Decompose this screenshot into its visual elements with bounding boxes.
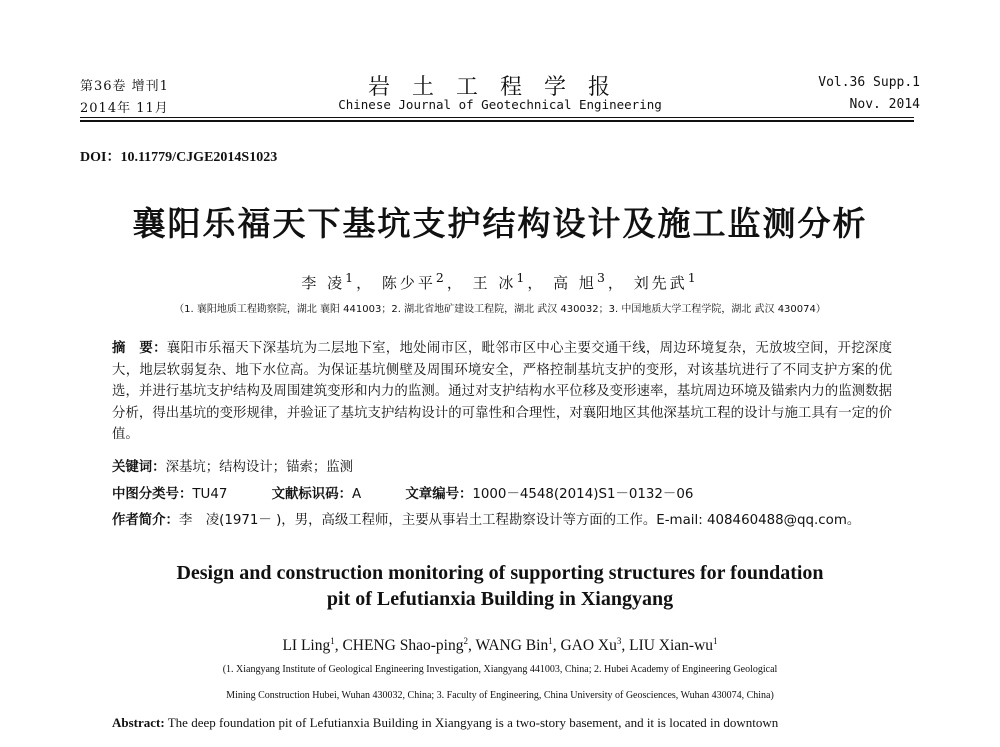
affil-mark: 2: [463, 636, 468, 646]
author-en: LIU Xian-wu: [629, 637, 714, 655]
author-cn: 李 凌: [301, 274, 346, 292]
article-no-label: 文章编号：: [405, 487, 473, 502]
paper-title-cn: 襄阳乐福天下基坑支护结构设计及施工监测分析: [132, 204, 868, 243]
separator: ，: [356, 274, 375, 292]
author-intro: [112, 509, 892, 528]
affil-mark: 2: [435, 270, 447, 285]
author-intro-text: 李 凌(1971－ )，男，高级工程师，主要从事岩土工程勘察设计等方面的工作。E-mail: 408460488@qq.com。: [178, 513, 861, 528]
affil-mark: 1: [330, 636, 335, 646]
separator: ,: [334, 637, 343, 655]
affil-mark: 1: [687, 270, 699, 285]
author-cn: 刘先武: [633, 274, 688, 292]
author-en: WANG Bin: [475, 637, 549, 655]
journal-title-cn: 岩土工程学报: [367, 75, 632, 100]
paper-title-en-line: pit of Lefutianxia Building in Xiangyang: [326, 588, 674, 610]
clc-value: TU47: [192, 487, 228, 502]
authors-cn: [0, 270, 1000, 293]
affil-mark: 3: [596, 270, 608, 285]
volume-en: Vol.36 Supp.1: [818, 75, 920, 90]
abstract-cn-text: 襄阳市乐福天下深基坑为二层地下室，地处闹市区，毗邻市区中心主要交通干线，周边环境复杂，无放坡空间，开挖深度大，地层软弱复杂、地下水位高。为保证基坑侧壁及周围环境安全，严格控制基坑支护的变形，对该基坑进行了不同支护方案的优选，并进行基坑支护结构及周围建筑变形和内力的监测。通过对支护结构水平位移及变形速率，基坑周边环境及锚索内力的监测数据分析，得出基坑的变形规律，并验证了基坑支护结构设计的可靠性和合理性，对襄阳地区其他深基坑工程的设计与施工具有一定的价值。: [112, 341, 893, 442]
separator: ，: [607, 274, 626, 292]
keywords-cn: [112, 456, 892, 475]
abstract-en: [112, 715, 902, 731]
classification-line: [112, 483, 892, 502]
journal-title-en: Chinese Journal of Geotechnical Engineering: [338, 97, 662, 112]
keywords-cn-label: 关键词：: [112, 460, 166, 475]
affil-mark: 1: [516, 270, 528, 285]
abstract-en-text: The deep foundation pit of Lefutianxia Building in Xiangyang is a two-story basement, and it is located in downtown: [164, 715, 779, 730]
keywords-cn-text: 深基坑；结构设计；锚索；监测: [165, 460, 354, 475]
doc-code-value: A: [351, 487, 362, 502]
abstract-cn-label: 摘 要：: [112, 341, 167, 356]
affiliation-en-line-2: Mining Construction Hubei, Wuhan 430032, China; 3. Faculty of Engineering, China University of Geosciences, Wuhan 430074, China): [226, 690, 774, 701]
author-en: CHENG Shao-ping: [342, 637, 464, 655]
header-rule-top: [80, 117, 914, 118]
author-cn: 高 旭: [553, 274, 597, 292]
header-rule-bottom: [80, 120, 914, 122]
separator: ，: [446, 274, 465, 292]
author-cn: 王 冰: [472, 274, 517, 292]
affiliation-cn: （1. 襄阳地质工程勘察院，湖北 襄阳 441003；2. 湖北省地矿建设工程院，湖北 武汉 430032；3. 中国地质大学工程学院，湖北 武汉 430074）: [174, 304, 826, 315]
abstract-en-label: Abstract:: [112, 715, 165, 730]
clc-label: 中图分类号：: [112, 487, 193, 502]
paper-title-en: [0, 560, 1000, 612]
authors-en: [0, 636, 1000, 655]
affil-mark: 1: [713, 636, 718, 646]
article-no-value: 1000－4548(2014)S1－0132－06: [472, 487, 694, 502]
separator: ,: [621, 637, 630, 655]
affil-mark: 1: [345, 270, 357, 285]
doc-code-label: 文献标识码：: [271, 487, 352, 502]
author-en: LI Ling: [282, 637, 331, 655]
author-cn: 陈少平: [381, 274, 436, 292]
doi: DOI：10.11779/CJGE2014S1023: [80, 150, 278, 165]
separator: ,: [552, 637, 561, 655]
date-cn: 2014年 11月: [80, 101, 169, 116]
separator: ，: [527, 274, 546, 292]
affiliation-en-line-1: (1. Xiangyang Institute of Geological Engineering Investigation, Xiangyang 441003, China; 2. Hubei Academy of Engineering Geological: [222, 664, 778, 675]
date-en: Nov. 2014: [849, 97, 920, 112]
separator: ,: [467, 637, 476, 655]
affil-mark: 3: [616, 636, 622, 646]
abstract-cn: [112, 338, 892, 446]
author-intro-label: 作者简介：: [112, 513, 179, 528]
volume-cn: 第36卷 增刊1: [80, 79, 169, 94]
affil-mark: 1: [548, 636, 553, 646]
paper-title-en-line: Design and construction monitoring of supporting structures for foundation: [176, 562, 824, 584]
author-en: GAO Xu: [560, 637, 617, 655]
